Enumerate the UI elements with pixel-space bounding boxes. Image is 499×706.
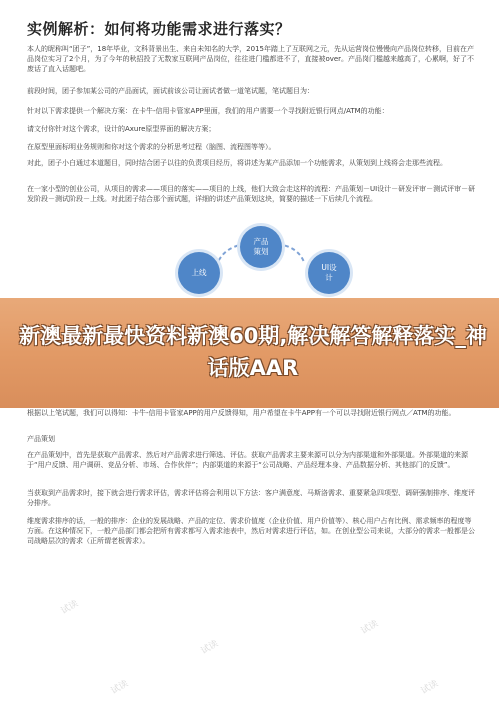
paragraph: 维度需求排序的话，一般的排序：企业的发展战略、产品的定位、需求价值度（企业价值、用户价值等）、核心用户占有比例、需求频率的程度等方面。在这种情况下，一般产品部门都会把所有需求都写入需求池表中，然后对需求进行评估，如。在创业型公司来说，大部分的需求一般都是公司战略层次的需求（正所谓老板需求）。 xyxy=(27,517,475,545)
node-ui-design: UI设 计 xyxy=(308,252,350,294)
paragraph: 针对以下需求提供一个解决方案：在卡牛-信用卡管家APP里面，我们的用户需要一个寻找附近银行网点/ATM的功能： xyxy=(27,107,389,115)
paragraph: 在一家小型的创业公司，从项目的需求——项目的落实——项目的上线，他们大致会走这样的流程：产品策划－UI设计－研发评审－测试评审－研发阶段－测试阶段－上线。对此团子结合那个面试题，详细的讲述产品策划这块，简要的描述一下后续几个流程。 xyxy=(27,185,476,203)
section-heading: 产品策划 xyxy=(27,435,55,443)
watermark: 试读 xyxy=(359,618,381,637)
node-product-planning: 产品 策划 xyxy=(240,226,282,268)
overlay-banner[interactable] xyxy=(0,298,499,408)
page-title: 实例解析：如何将功能需求进行落实？ xyxy=(27,20,291,38)
paragraph: 前段时间，团子参加某公司的产品面试，面试前该公司让面试者做一道笔试题，笔试题目为： xyxy=(27,87,314,95)
paragraph: 根据以上笔试题，我们可以得知：卡牛-信用卡管家APP的用户反馈得知，用户希望在卡牛APP有一个可以寻找附近银行网点／ATM的功能。 xyxy=(27,409,456,417)
node-launch: 上线 xyxy=(178,252,220,294)
paragraph: 请文付你针对这个需求，设计的Axure原型界面的解决方案； xyxy=(27,125,216,133)
watermark: 试读 xyxy=(59,598,81,617)
intro-paragraph: 本人的昵称叫“团子”，18年毕业，文科背景出生、来自未知名的大学，2015年踏上了互联网之元，先从运营岗位慢慢向产品岗位转移，目前在产品岗位实习了2个月，为了今年的秋招投了无数家互联网产品岗位，往往进门槛都进不了，直接被over。产品岗门槛越来越高了，心累啊，好了不废话了直入话题吧。 xyxy=(27,45,475,73)
watermark: 试读 xyxy=(109,678,131,697)
paragraph: 在产品策划中，首先是获取产品需求、然后对产品需求进行筛选、评估。获取产品需求主要来源可以分为内部渠道和外部渠道。外部渠道的来源于“用户反馈、用户调研、竞品分析、市场、合作伙伴”；内部渠道的来源于“公司战略、产品经理本身、产品数据分析、其他部门的反馈”。 xyxy=(27,451,468,469)
watermark: 试读 xyxy=(199,638,221,657)
paragraph: 对此，团子小白通过本道题目，同时结合团子以往的负责项目经历，将讲述为某产品添加一个功能需求，从策划到上线将会走那些流程。 xyxy=(27,159,447,167)
paragraph: 在原型里面标明业务规则和你对这个需求的分析思考过程（脑图、流程图等等）。 xyxy=(27,143,276,151)
banner-headline[interactable]: 新澳最新最快资料新澳60期,解决解答解释落实_神话版AAR xyxy=(19,324,487,380)
watermark: 试读 xyxy=(419,678,441,697)
paragraph: 当获取到产品需求时，接下就会进行需求评估，需求评估将会利用以下方法：客户满意度、马斯洛需求、重要紧急四项型、调研强制排序、维度评分排序。 xyxy=(27,489,475,507)
